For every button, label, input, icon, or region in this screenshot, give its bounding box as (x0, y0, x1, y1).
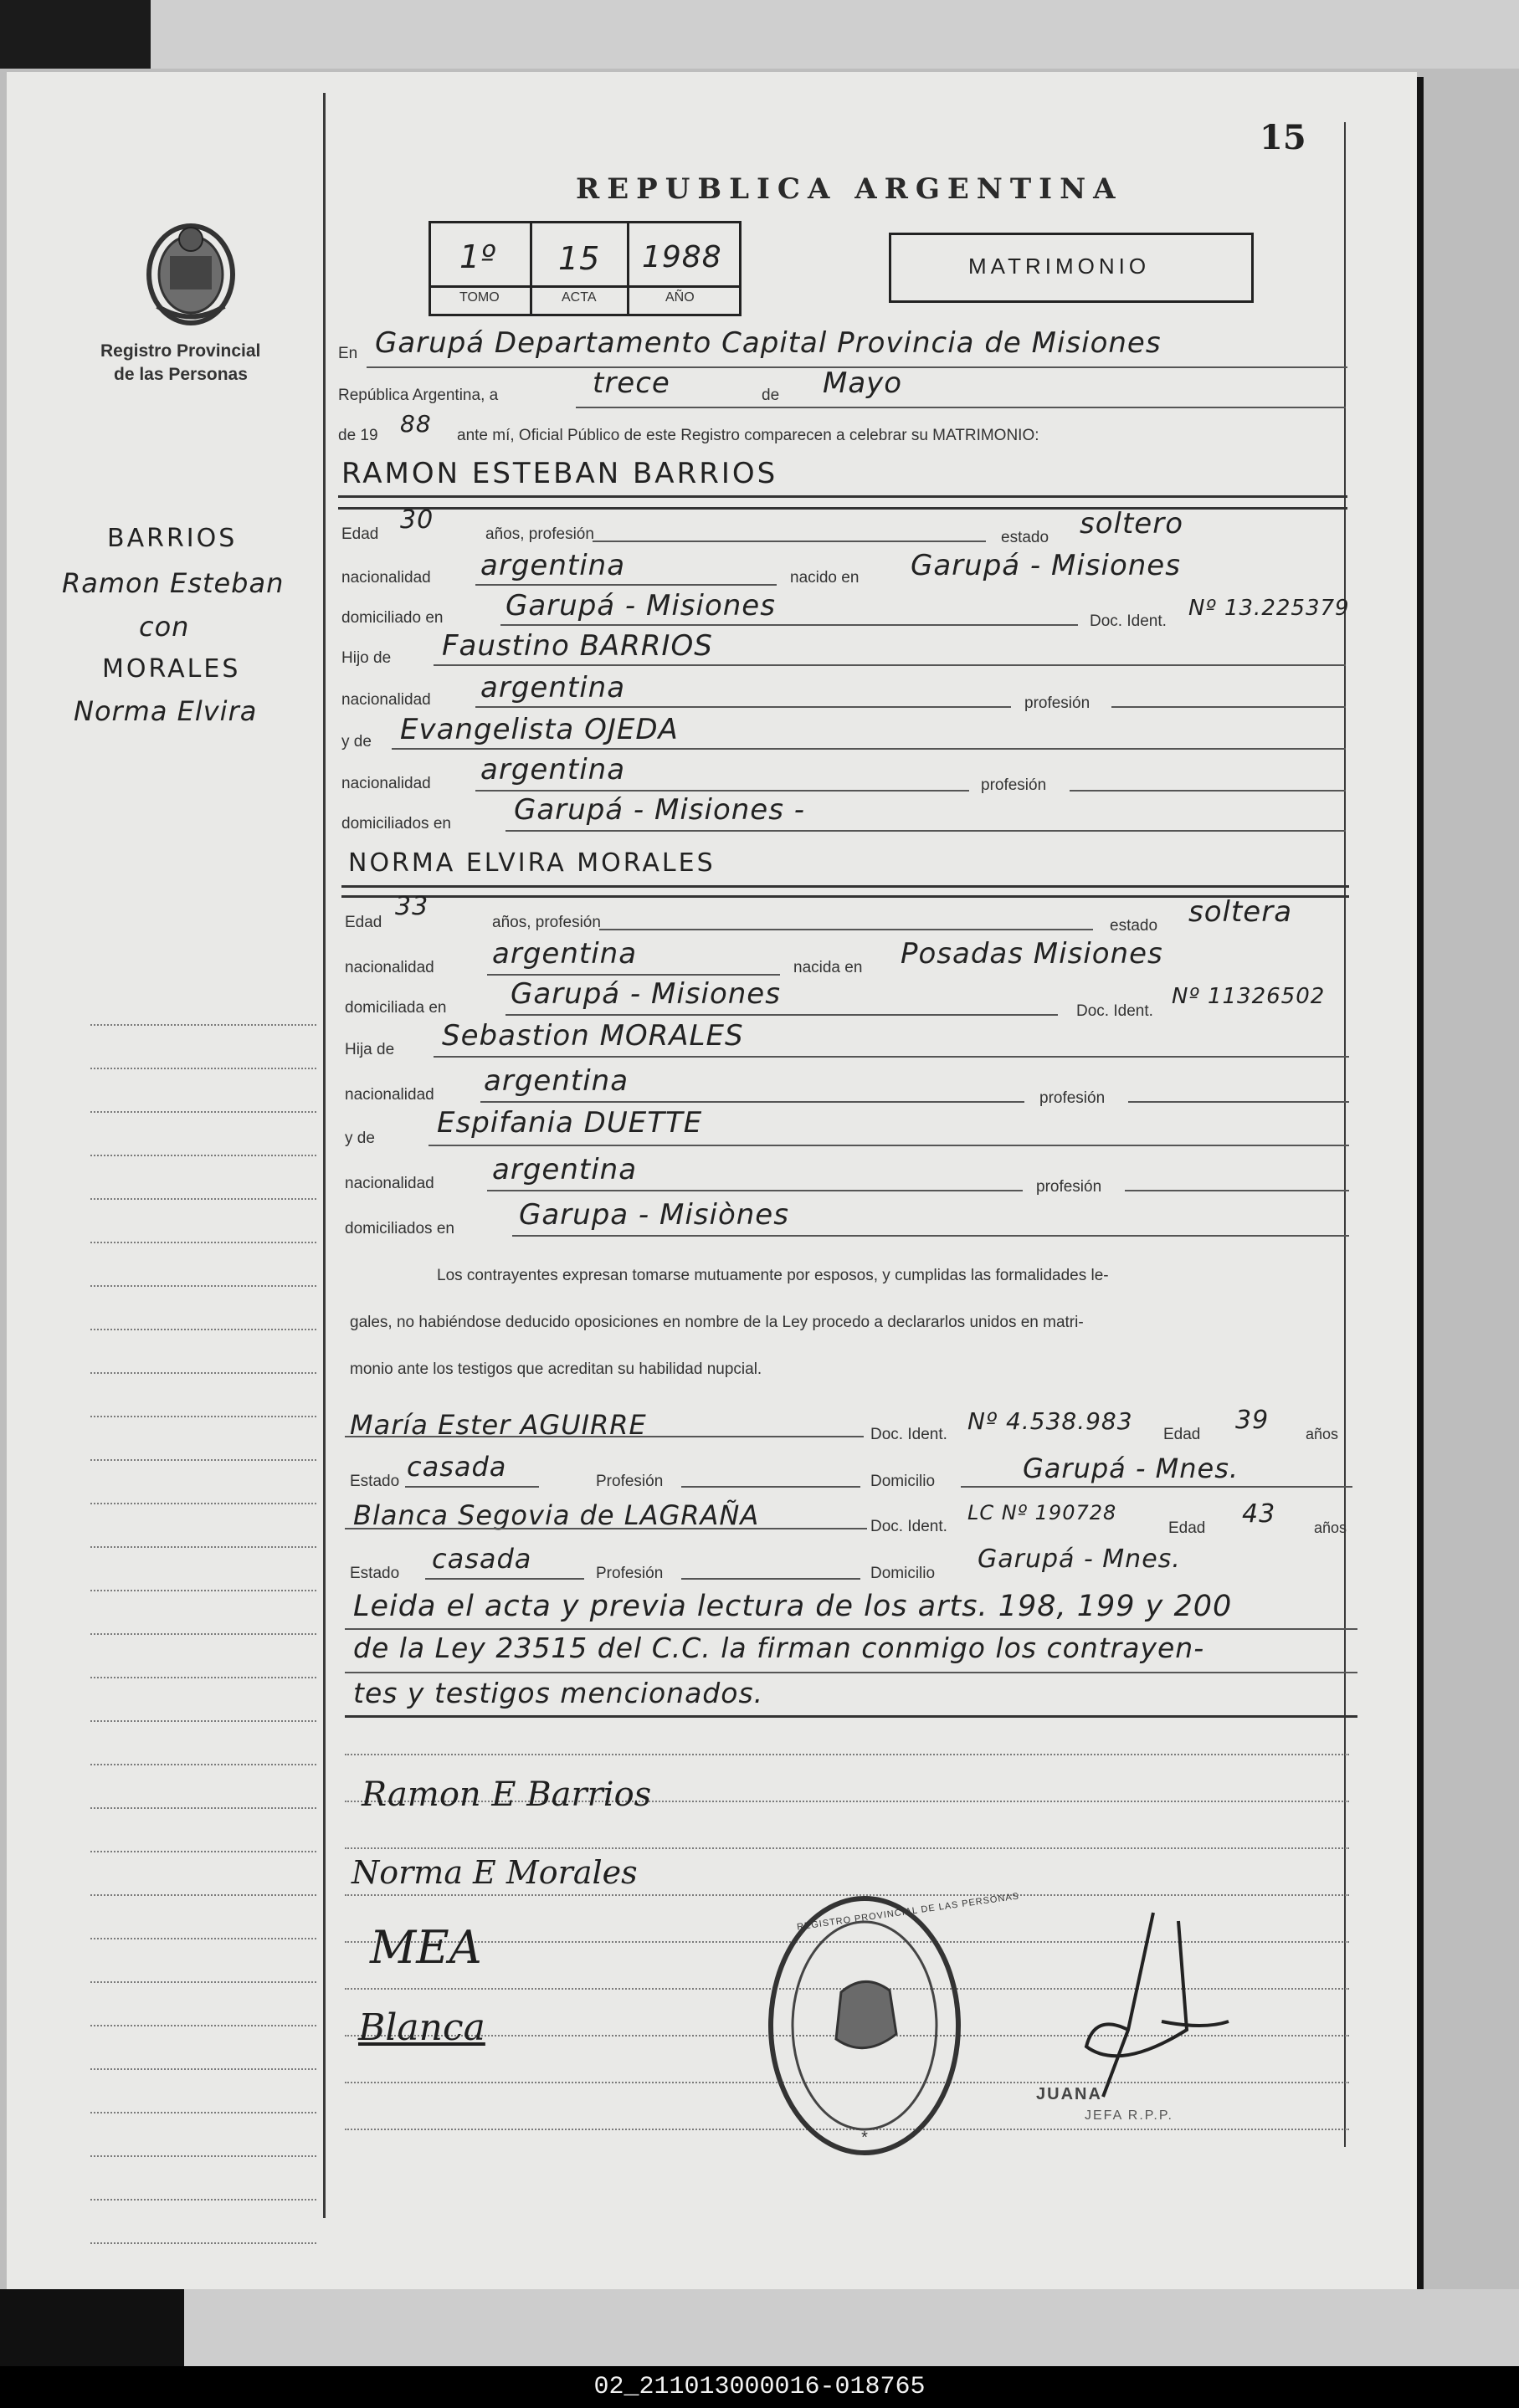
registry-name-line1: Registro Provincial (100, 341, 261, 361)
bride-nacionalidad-label: nacionalidad (345, 959, 434, 976)
witness2-signature: Blanca (358, 2006, 485, 2049)
margin-note-surname1: BARRIOS (107, 524, 238, 553)
witness2-profesion-label: Profesión (596, 1565, 664, 1582)
bride-mother-nac: argentina (492, 1153, 638, 1186)
groom-mother-nac: argentina (480, 753, 626, 786)
bride-domicilio-label: domiciliada en (345, 999, 447, 1017)
groom-mother-prof-label: profesión (981, 776, 1047, 794)
acta-value: 15 (558, 240, 601, 277)
doc-type-label: MATRIMONIO (968, 254, 1151, 279)
groom-mother-nac-label: nacionalidad (341, 775, 431, 792)
groom-parents-dom: Garupá - Misiones - (514, 793, 806, 827)
de-label: de (762, 387, 780, 404)
bride-nacionalidad: argentina (492, 937, 638, 971)
declaration-line3: monio ante los testigos que acreditan su habilidad nupcial. (350, 1360, 762, 1378)
margin-note-con: con (139, 611, 190, 643)
witness2-edad-label: Edad (1168, 1519, 1206, 1537)
bride-domicilio: Garupá - Misiones (511, 977, 781, 1011)
groom-yde-label: y de (341, 733, 372, 751)
document-page (7, 72, 1417, 2289)
margin-note-name1: Ramon Esteban (62, 567, 285, 599)
bride-parents-dom: Garupa - Misiònes (519, 1198, 789, 1232)
groom-parents-dom-label: domiciliados en (341, 815, 451, 833)
marriage-place: Garupá Departamento Capital Provincia de Misiones (375, 326, 1162, 360)
margin-divider (323, 93, 326, 2218)
officer-title: JEFA R.P.P. (1085, 2108, 1173, 2123)
groom-estado: soltero (1080, 507, 1183, 541)
acta-label: ACTA (562, 290, 597, 305)
registry-name-line2: de las Personas (114, 365, 248, 384)
bride-mother: Espifania DUETTE (437, 1106, 703, 1140)
groom-domicilio: Garupá - Misiones (505, 589, 776, 622)
groom-doc: Nº 13.225379 (1188, 596, 1350, 621)
bride-yde-label: y de (345, 1130, 375, 1147)
witness2-name: Blanca Segovia de LAGRAÑA (353, 1499, 760, 1531)
intro-statement: ante mí, Oficial Público de este Registro comparecen a celebrar su MATRIMONIO: (457, 427, 1039, 444)
witness2-domicilio-label: Domicilio (870, 1565, 936, 1582)
groom-nacido: Garupá - Misiones (911, 549, 1181, 582)
bride-estado: soltera (1188, 895, 1293, 929)
witness1-domicilio-label: Domicilio (870, 1473, 936, 1490)
groom-profesion-label: años, profesión (485, 525, 594, 543)
margin-note-surname2: MORALES (102, 654, 241, 684)
witness1-estado: casada (407, 1451, 507, 1483)
closing-line2: de la Ley 23515 del C.C. la firman conmigo los contrayen- (353, 1632, 1205, 1664)
bride-father-nac: argentina (484, 1064, 629, 1098)
bride-edad-label: Edad (345, 914, 382, 931)
officer-name: JUANA (1036, 2085, 1102, 2103)
marriage-day: trece (593, 366, 670, 400)
witness1-age: 39 (1235, 1406, 1270, 1435)
witness2-domicilio: Garupá - Mnes. (978, 1545, 1181, 1574)
file-caption: 02_211013000016-018765 (0, 2366, 1519, 2408)
bride-father-nac-label: nacionalidad (345, 1086, 434, 1104)
bride-parents-dom-label: domiciliados en (345, 1220, 454, 1237)
country-title: REPUBLICA ARGENTINA (576, 172, 1123, 206)
marriage-month: Mayo (823, 366, 903, 400)
bride-mother-prof-label: profesión (1036, 1178, 1102, 1196)
groom-age: 30 (400, 505, 434, 535)
seal-text: REGISTRO PROVINCIAL DE LAS PERSONAS (796, 1891, 1020, 1933)
groom-father-nac: argentina (480, 671, 626, 704)
witness1-doc: Nº 4.538.983 (967, 1407, 1133, 1435)
groom-nacido-label: nacido en (790, 569, 860, 587)
witness1-signature: MEA (370, 1921, 482, 1974)
year-suffix: 88 (400, 410, 432, 438)
bride-estado-label: estado (1110, 917, 1158, 935)
right-border-line (1344, 122, 1346, 2147)
bride-father: Sebastion MORALES (442, 1019, 744, 1053)
witness2-estado: casada (432, 1543, 532, 1575)
bride-doc: Nº 11326502 (1172, 984, 1326, 1009)
groom-signature: Ramon E Barrios (362, 1775, 652, 1814)
ano-value: 1988 (642, 240, 722, 274)
officer-signature (1061, 1904, 1245, 2105)
bride-mother-nac-label: nacionalidad (345, 1175, 434, 1192)
declaration-line2: gales, no habiéndose deducido oposiciones en nombre de la Ley procedo a declararlos unidos en matri- (350, 1314, 1084, 1331)
bride-name: NORMA ELVIRA MORALES (348, 848, 716, 878)
page-number: 15 (1260, 118, 1306, 157)
groom-father: Faustino BARRIOS (442, 629, 713, 663)
witness1-anos-label: años (1306, 1426, 1339, 1442)
witness2-estado-label: Estado (350, 1565, 400, 1582)
declaration-line1: Los contrayentes expresan tomarse mutuamente por esposos, y cumplidas las formalidades le- (437, 1267, 1109, 1284)
groom-nacionalidad: argentina (480, 549, 626, 582)
republica-label: República Argentina, a (338, 387, 499, 404)
tomo-label: TOMO (459, 290, 500, 305)
doc-type-box (889, 233, 1254, 303)
closing-line1: Leida el acta y previa lectura de los arts. 198, 199 y 200 (353, 1590, 1233, 1623)
bride-doc-label: Doc. Ident. (1076, 1002, 1153, 1020)
coat-of-arms-icon (141, 214, 241, 331)
witness2-anos-label: años (1314, 1519, 1347, 1536)
bride-age: 33 (395, 892, 429, 921)
witness2-age: 43 (1242, 1499, 1276, 1529)
groom-name: RAMON ESTEBAN BARRIOS (341, 457, 778, 490)
groom-edad-label: Edad (341, 525, 379, 543)
groom-hijo-label: Hijo de (341, 649, 392, 667)
witness1-name: María Ester AGUIRRE (350, 1409, 647, 1441)
witness1-profesion-label: Profesión (596, 1473, 664, 1490)
groom-father-prof-label: profesión (1024, 694, 1090, 712)
bride-nacida-label: nacida en (793, 959, 863, 976)
witness1-doc-label: Doc. Ident. (870, 1426, 947, 1443)
bride-father-prof-label: profesión (1039, 1089, 1106, 1107)
official-seal (764, 1891, 1020, 2160)
witness1-estado-label: Estado (350, 1473, 400, 1490)
groom-domicilio-label: domiciliado en (341, 609, 444, 627)
year-prefix: de 19 (338, 427, 378, 444)
groom-doc-label: Doc. Ident. (1090, 612, 1167, 630)
closing-line3: tes y testigos mencionados. (353, 1677, 764, 1709)
bride-signature: Norma E Morales (352, 1854, 638, 1891)
record-reference-box (429, 221, 742, 316)
bride-hija-label: Hija de (345, 1041, 395, 1058)
witness1-edad-label: Edad (1163, 1426, 1201, 1443)
witness1-domicilio: Garupá - Mnes. (1023, 1452, 1239, 1484)
groom-father-nac-label: nacionalidad (341, 691, 431, 709)
scan-top-edge (0, 0, 1519, 69)
witness2-doc: LC Nº 190728 (967, 1501, 1117, 1524)
tomo-value: 1º (459, 238, 497, 275)
witness2-doc-label: Doc. Ident. (870, 1518, 947, 1535)
margin-note-name2: Norma Elvira (74, 695, 258, 727)
svg-text:*: * (861, 2129, 868, 2147)
groom-mother: Evangelista OJEDA (400, 713, 679, 746)
en-label: En (338, 345, 358, 362)
bride-nacida: Posadas Misiones (901, 937, 1163, 971)
bride-profesion-label: años, profesión (492, 914, 601, 931)
groom-estado-label: estado (1001, 529, 1049, 546)
groom-nacionalidad-label: nacionalidad (341, 569, 431, 587)
ano-label: AÑO (665, 290, 695, 305)
